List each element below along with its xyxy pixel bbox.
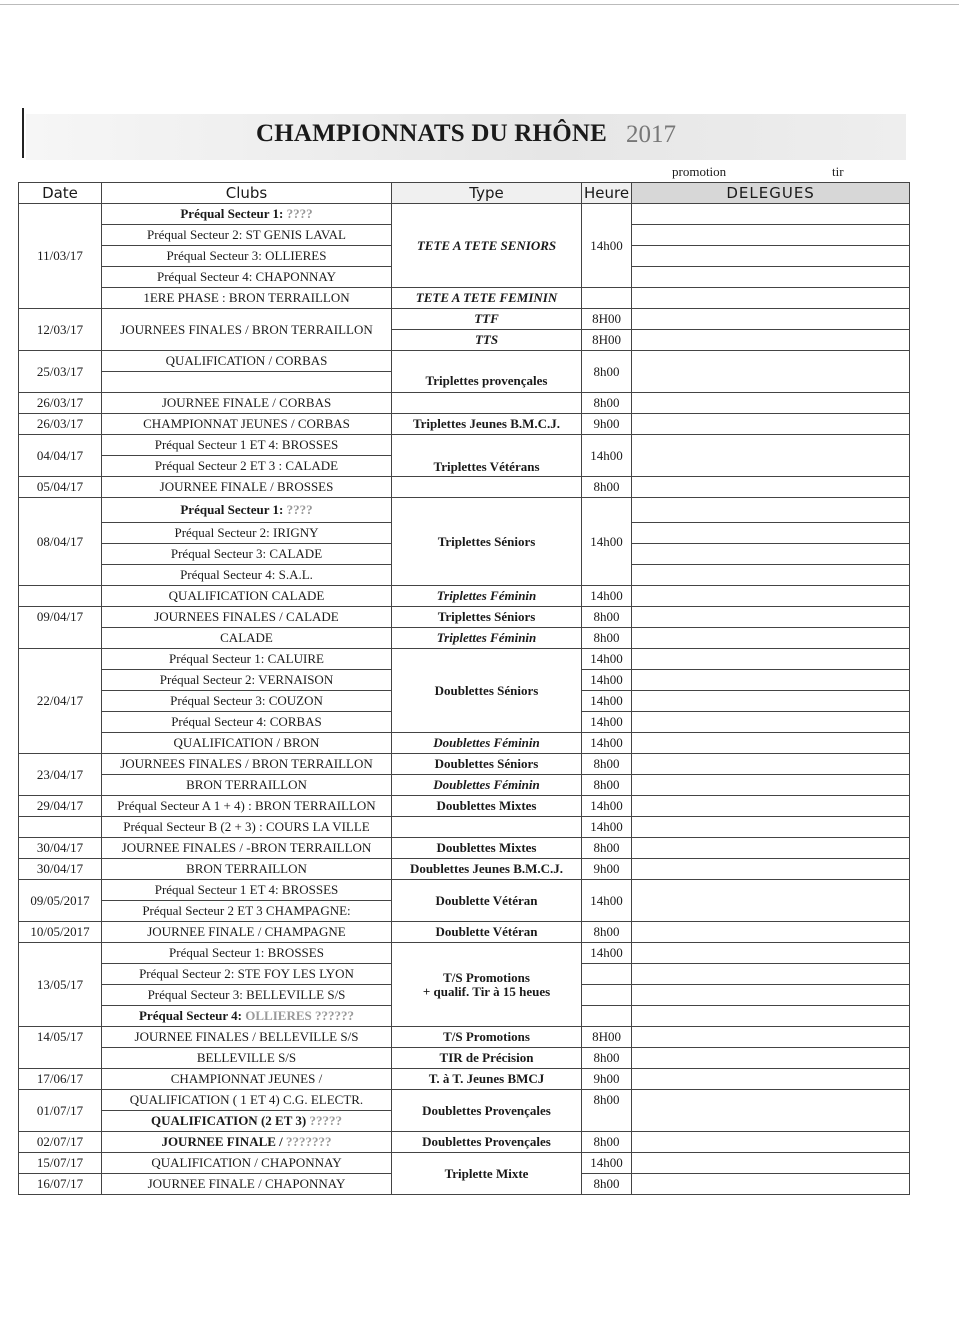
heure-cell: 8h00 xyxy=(582,922,632,943)
table-row xyxy=(19,775,910,796)
type-cell: Doublettes Jeunes B.M.C.J. xyxy=(392,859,582,880)
heure-cell: 14h00 xyxy=(582,1153,632,1174)
club-cell: JOURNEES FINALES / BRON TERRAILLON xyxy=(102,754,392,775)
heure-cell: 14h00 xyxy=(582,796,632,817)
date-cell: 04/04/17 xyxy=(19,435,102,477)
date-cell xyxy=(19,586,102,607)
date-cell: 29/04/17 xyxy=(19,796,102,817)
table-row xyxy=(19,1069,910,1090)
heure-cell: 8h00 xyxy=(582,477,632,498)
club-cell: BRON TERRAILLON xyxy=(102,775,392,796)
type-cell: Doublettes Mixtes xyxy=(392,796,582,817)
type-cell: Triplettes Séniors xyxy=(392,607,582,628)
club-cell: JOURNEES FINALES / BRON TERRAILLON xyxy=(102,309,392,351)
date-cell: 08/04/17 xyxy=(19,498,102,586)
type-cell xyxy=(392,943,582,1027)
delegue-cell xyxy=(632,943,910,964)
heure-cell: 14h00 xyxy=(582,943,632,964)
club-cell: JOURNEE FINALE / CHAPONNAY xyxy=(102,1174,392,1195)
delegue-cell xyxy=(632,964,910,985)
club-cell: Préqual Secteur 1: BROSSES xyxy=(102,943,392,964)
club-cell: Préqual Secteur 1: ???? xyxy=(102,204,392,225)
type-cell: Triplettes Vétérans xyxy=(392,435,582,477)
club-cell: JOURNEE FINALE / CHAMPAGNE xyxy=(102,922,392,943)
date-cell: 05/04/17 xyxy=(19,477,102,498)
club-cell: Préqual Secteur 4: CORBAS xyxy=(102,712,392,733)
heure-cell: 8h00 xyxy=(582,775,632,796)
club-cell: JOURNEE FINALE / CORBAS xyxy=(102,393,392,414)
delegue-cell xyxy=(632,691,910,712)
heure-cell: 14h00 xyxy=(582,733,632,754)
header-date: Date xyxy=(19,183,102,204)
table-row xyxy=(19,309,910,330)
table-row xyxy=(19,288,910,309)
heure-cell: 14h00 xyxy=(582,712,632,733)
club-cell: CHAMPIONNAT JEUNES / xyxy=(102,1069,392,1090)
date-cell: 11/03/17 xyxy=(19,204,102,309)
club-cell: Préqual Secteur 3: CALADE xyxy=(102,544,392,565)
delegue-cell xyxy=(632,712,910,733)
delegue-cell xyxy=(632,288,910,309)
date-cell: 22/04/17 xyxy=(19,649,102,754)
schedule-table xyxy=(18,182,910,1195)
club-cell: Préqual Secteur 1 ET 4: BROSSES xyxy=(102,435,392,456)
type-cell: Doublettes Provençales xyxy=(392,1090,582,1132)
date-cell: 09/04/17 xyxy=(19,607,102,649)
date-cell: 23/04/17 xyxy=(19,754,102,796)
table-row xyxy=(19,435,910,456)
club-cell: Préqual Secteur 2 ET 3 CHAMPAGNE: xyxy=(102,901,392,922)
date-cell: 30/04/17 xyxy=(19,838,102,859)
date-cell: 01/07/17 xyxy=(19,1090,102,1132)
date-cell: 30/04/17 xyxy=(19,859,102,880)
date-cell: 16/07/17 xyxy=(19,1174,102,1195)
delegue-cell xyxy=(632,817,910,838)
delegue-cell xyxy=(632,351,910,393)
table-row xyxy=(19,943,910,964)
club-cell: JOURNEES FINALES / CALADE xyxy=(102,607,392,628)
heure-cell: 14h00 xyxy=(582,435,632,477)
delegue-cell xyxy=(632,225,910,246)
delegue-cell xyxy=(632,414,910,435)
type-cell: Doublettes Féminin xyxy=(392,775,582,796)
date-cell: 14/05/17 xyxy=(19,1027,102,1069)
club-cell: Préqual Secteur B (2 + 3) : COURS LA VILLE xyxy=(102,817,392,838)
club-cell: QUALIFICATION CALADE xyxy=(102,586,392,607)
table-row xyxy=(19,607,910,628)
heure-cell: 8h00 xyxy=(582,1174,632,1195)
club-cell: JOURNEE FINALE / BROSSES xyxy=(102,477,392,498)
table-row xyxy=(19,796,910,817)
heure-cell xyxy=(582,985,632,1006)
date-cell: 26/03/17 xyxy=(19,414,102,435)
type-cell: Triplette Mixte xyxy=(392,1153,582,1195)
type-cell: Doublettes Séniors xyxy=(392,754,582,775)
club-cell: Préqual Secteur 4: CHAPONNAY xyxy=(102,267,392,288)
type-line: + qualif. Tir à 15 heues xyxy=(422,983,551,999)
heure-cell: 8h00 xyxy=(582,351,632,393)
table-row xyxy=(19,817,910,838)
date-cell: 02/07/17 xyxy=(19,1132,102,1153)
delegue-cell xyxy=(632,393,910,414)
type-cell: Triplettes Séniors xyxy=(392,498,582,586)
delegue-cell xyxy=(632,1174,910,1195)
table-row xyxy=(19,351,910,372)
delegue-cell xyxy=(632,880,910,922)
club-cell: Préqual Secteur 2: VERNAISON xyxy=(102,670,392,691)
date-cell: 25/03/17 xyxy=(19,351,102,393)
table-row xyxy=(19,1048,910,1069)
club-cell: Préqual Secteur 4: OLLIERES ?????? xyxy=(102,1006,392,1027)
delegue-cell xyxy=(632,498,910,523)
delegue-cell xyxy=(632,985,910,1006)
delegue-cell xyxy=(632,1027,910,1048)
header-delegues: DELEGUES xyxy=(632,183,910,204)
type-cell: Doublettes Mixtes xyxy=(392,838,582,859)
delegue-cell xyxy=(632,628,910,649)
delegue-cell xyxy=(632,838,910,859)
table-row xyxy=(19,628,910,649)
date-cell: 10/05/2017 xyxy=(19,922,102,943)
type-cell: Doublettes Provençales xyxy=(392,1132,582,1153)
table-row xyxy=(19,393,910,414)
delegue-cell xyxy=(632,670,910,691)
delegue-cell xyxy=(632,1153,910,1174)
table-row xyxy=(19,498,910,523)
heure-cell xyxy=(582,964,632,985)
club-cell: Préqual Secteur 4: S.A.L. xyxy=(102,565,392,586)
table-row xyxy=(19,1132,910,1153)
heure-cell: 14h00 xyxy=(582,204,632,288)
heure-cell: 8H00 xyxy=(582,309,632,330)
page-title: CHAMPIONNATS DU RHÔNE xyxy=(256,120,607,147)
club-cell: QUALIFICATION / CHAPONNAY xyxy=(102,1153,392,1174)
table-row xyxy=(19,838,910,859)
table-row xyxy=(19,1027,910,1048)
delegue-cell xyxy=(632,859,910,880)
date-cell: 12/03/17 xyxy=(19,309,102,351)
table-row xyxy=(19,754,910,775)
delegue-cell xyxy=(632,565,910,586)
type-cell: TTF xyxy=(392,309,582,330)
header-type: Type xyxy=(392,183,582,204)
type-cell: Doublettes Séniors xyxy=(392,649,582,733)
delegue-cell xyxy=(632,775,910,796)
delegue-cell xyxy=(632,544,910,565)
page-year: 2017 xyxy=(626,121,676,148)
delegue-cell xyxy=(632,796,910,817)
heure-cell: 9h00 xyxy=(582,1069,632,1090)
table-row xyxy=(19,922,910,943)
club-cell: QUALIFICATION (2 ET 3) ????? xyxy=(102,1111,392,1132)
date-cell: 26/03/17 xyxy=(19,393,102,414)
type-cell: Doublettes Féminin xyxy=(392,733,582,754)
club-cell: BRON TERRAILLON xyxy=(102,859,392,880)
type-cell: Triplettes provençales xyxy=(392,351,582,393)
heure-cell: 14h00 xyxy=(582,498,632,586)
heure-cell xyxy=(582,1006,632,1027)
club-cell: CHAMPIONNAT JEUNES / CORBAS xyxy=(102,414,392,435)
delegue-cell xyxy=(632,309,910,330)
club-cell: Préqual Secteur 2: STE FOY LES LYON xyxy=(102,964,392,985)
delegue-cell xyxy=(632,922,910,943)
club-cell: Préqual Secteur 2: ST GENIS LAVAL xyxy=(102,225,392,246)
heure-cell: 14h00 xyxy=(582,649,632,670)
club-cell: Préqual Secteur 3: BELLEVILLE S/S xyxy=(102,985,392,1006)
delegue-cell xyxy=(632,204,910,225)
club-cell: Préqual Secteur 1 ET 4: BROSSES xyxy=(102,880,392,901)
club-cell: JOURNEE FINALES / BELLEVILLE S/S xyxy=(102,1027,392,1048)
delegue-cell xyxy=(632,1090,910,1132)
club-cell: QUALIFICATION / CORBAS xyxy=(102,351,392,372)
date-cell: 15/07/17 xyxy=(19,1153,102,1174)
delegue-cell xyxy=(632,607,910,628)
club-cell: BELLEVILLE S/S xyxy=(102,1048,392,1069)
header-heure: Heure xyxy=(582,183,632,204)
delegue-cell xyxy=(632,586,910,607)
heure-cell: 9h00 xyxy=(582,414,632,435)
heure-cell: 8h00 xyxy=(582,1132,632,1153)
type-cell: Doublette Vétéran xyxy=(392,922,582,943)
delegue-cell xyxy=(632,754,910,775)
heure-cell: 8h00 xyxy=(582,393,632,414)
club-cell: QUALIFICATION ( 1 ET 4) C.G. ELECTR. xyxy=(102,1090,392,1111)
type-cell: Triplettes Féminin xyxy=(392,586,582,607)
heure-cell: 14h00 xyxy=(582,670,632,691)
type-cell: Doublette Vétéran xyxy=(392,880,582,922)
table-row xyxy=(19,204,910,225)
delegue-cell xyxy=(632,1048,910,1069)
heure-cell: 8h00 xyxy=(582,1090,632,1132)
table-row xyxy=(19,1153,910,1174)
type-line: T/S Promotions xyxy=(443,969,530,985)
type-cell xyxy=(392,817,582,838)
table-row xyxy=(19,649,910,670)
scan-top-edge xyxy=(0,4,959,5)
delegue-cell xyxy=(632,246,910,267)
delegue-cell xyxy=(632,1069,910,1090)
heure-cell: 8H00 xyxy=(582,1027,632,1048)
date-cell: 17/06/17 xyxy=(19,1069,102,1090)
delegue-cell xyxy=(632,733,910,754)
date-cell: 13/05/17 xyxy=(19,943,102,1027)
heure-cell: 8h00 xyxy=(582,628,632,649)
club-cell: 1ERE PHASE : BRON TERRAILLON xyxy=(102,288,392,309)
club-cell: Préqual Secteur 2: IRIGNY xyxy=(102,523,392,544)
club-cell: Préqual Secteur A 1 + 4) : BRON TERRAILLON xyxy=(102,796,392,817)
heure-cell: 8h00 xyxy=(582,754,632,775)
delegue-cell xyxy=(632,435,910,477)
type-cell xyxy=(392,393,582,414)
type-cell: T/S Promotions xyxy=(392,1027,582,1048)
type-cell: TETE A TETE SENIORS xyxy=(392,204,582,288)
heure-cell: 14h00 xyxy=(582,880,632,922)
tir-note: tir xyxy=(832,164,844,179)
club-cell: QUALIFICATION / BRON xyxy=(102,733,392,754)
club-cell: Préqual Secteur 1: CALUIRE xyxy=(102,649,392,670)
club-cell: CALADE xyxy=(102,628,392,649)
heure-cell: 8h00 xyxy=(582,607,632,628)
heure-cell: 14h00 xyxy=(582,586,632,607)
club-cell: JOURNEE FINALE / ??????? xyxy=(102,1132,392,1153)
type-cell: Triplettes Féminin xyxy=(392,628,582,649)
heure-cell: 14h00 xyxy=(582,817,632,838)
delegue-cell xyxy=(632,523,910,544)
table-row xyxy=(19,414,910,435)
date-cell xyxy=(19,817,102,838)
heure-cell: 8H00 xyxy=(582,330,632,351)
delegue-cell xyxy=(632,477,910,498)
margin-bar xyxy=(22,108,24,158)
table-row xyxy=(19,859,910,880)
type-cell: Triplettes Jeunes B.M.C.J. xyxy=(392,414,582,435)
heure-cell: 14h00 xyxy=(582,691,632,712)
club-cell xyxy=(102,372,392,393)
delegue-cell xyxy=(632,267,910,288)
delegue-cell xyxy=(632,1006,910,1027)
club-cell: Préqual Secteur 3: COUZON xyxy=(102,691,392,712)
heure-cell: 8h00 xyxy=(582,1048,632,1069)
table-row xyxy=(19,586,910,607)
type-cell: T. à T. Jeunes BMCJ xyxy=(392,1069,582,1090)
type-cell: TETE A TETE FEMININ xyxy=(392,288,582,309)
club-cell: Préqual Secteur 1: ???? xyxy=(102,498,392,523)
header-clubs: Clubs xyxy=(102,183,392,204)
club-cell: Préqual Secteur 2 ET 3 : CALADE xyxy=(102,456,392,477)
delegue-cell xyxy=(632,330,910,351)
date-cell: 09/05/2017 xyxy=(19,880,102,922)
heure-cell: 9h00 xyxy=(582,859,632,880)
type-cell xyxy=(392,477,582,498)
club-cell: JOURNEE FINALES / -BRON TERRAILLON xyxy=(102,838,392,859)
club-cell: Préqual Secteur 3: OLLIERES xyxy=(102,246,392,267)
delegue-cell xyxy=(632,1132,910,1153)
table-row xyxy=(19,477,910,498)
table-row xyxy=(19,1090,910,1111)
type-cell: TTS xyxy=(392,330,582,351)
heure-cell xyxy=(582,288,632,309)
table-row xyxy=(19,880,910,901)
table-row xyxy=(19,733,910,754)
type-cell: TIR de Précision xyxy=(392,1048,582,1069)
delegue-cell xyxy=(632,649,910,670)
heure-cell: 8h00 xyxy=(582,838,632,859)
promotion-note: promotion xyxy=(672,164,727,179)
